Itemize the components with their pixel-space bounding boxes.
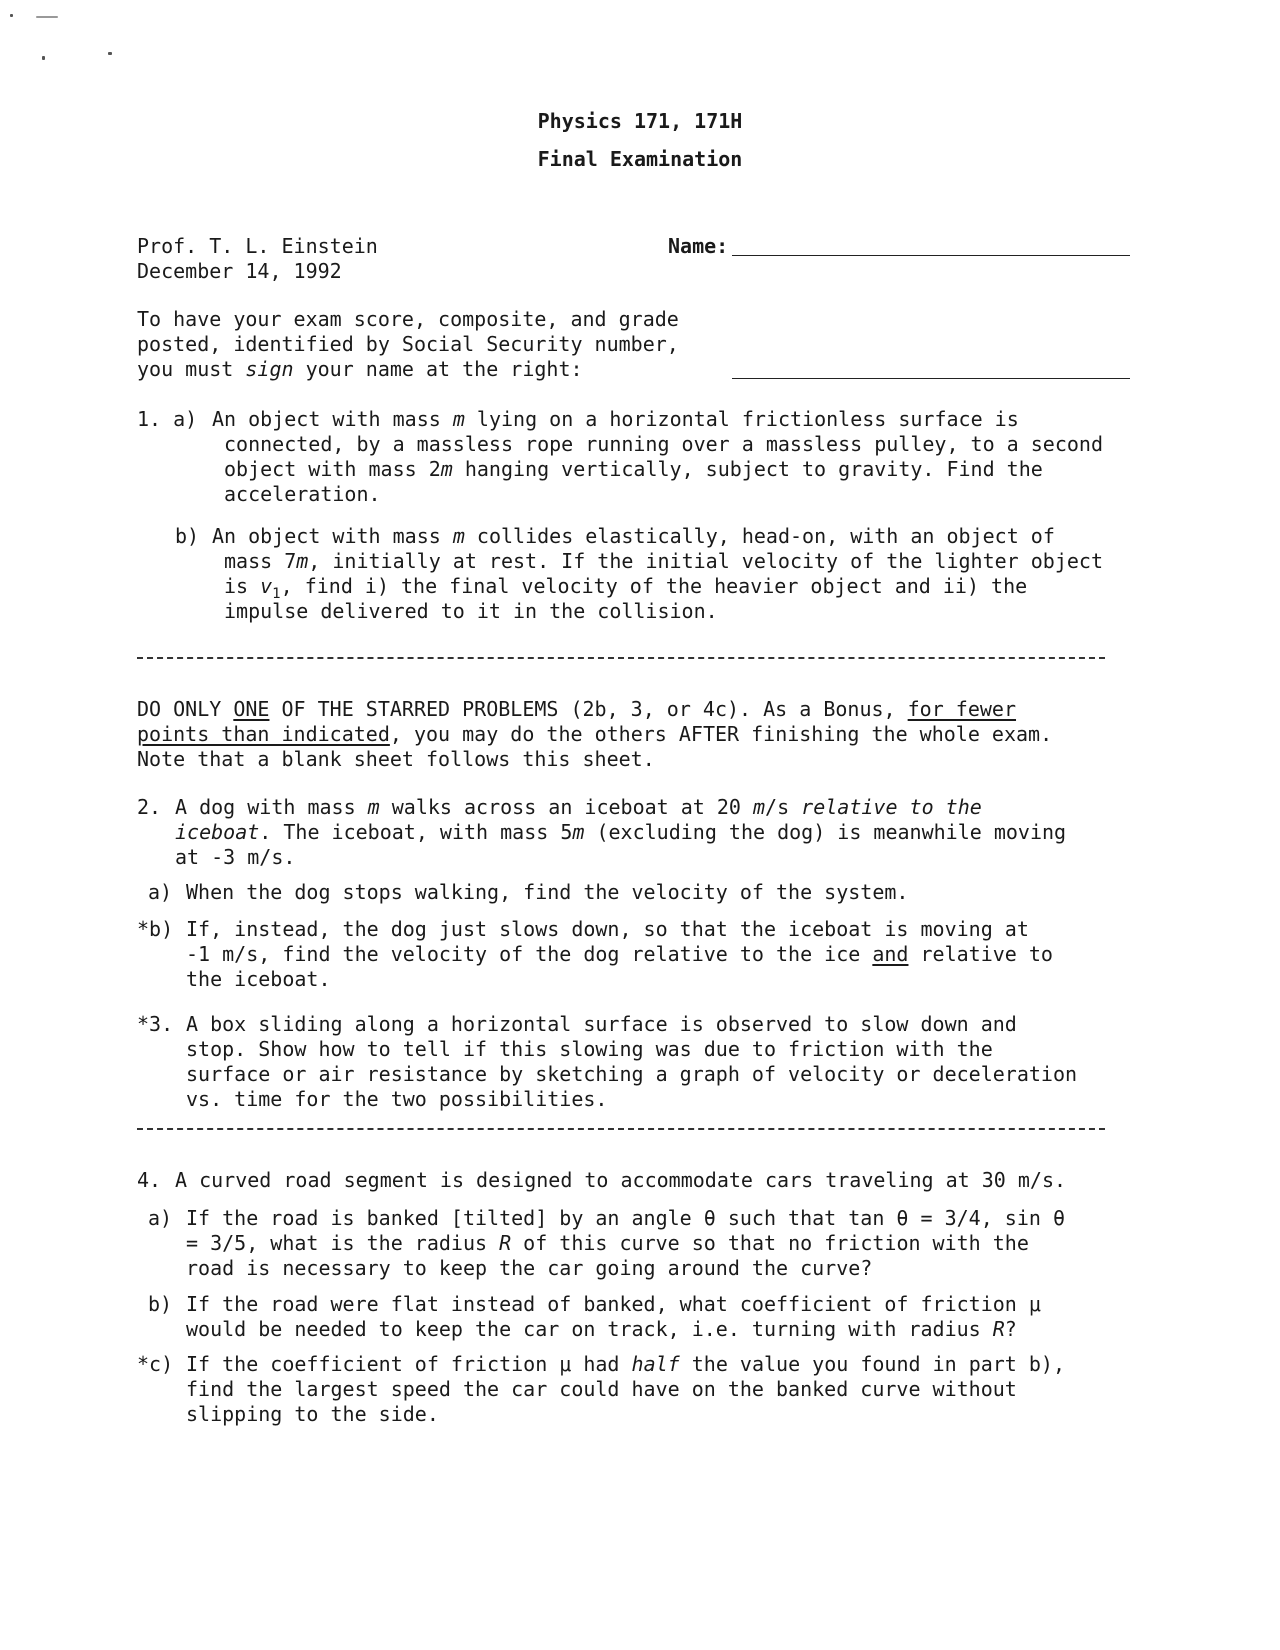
scan-speck <box>10 14 13 17</box>
starred-instructions: DO ONLY ONE OF THE STARRED PROBLEMS (2b, 3, or 4c). As a Bonus, for fewer points than indicated, you may do the others AFTER finishing the whole exam. Note that a blank sheet follows this sheet. <box>137 697 1053 771</box>
problem-2: 2. A dog with mass m walks across an iceboat at 20 m/s relative to the iceboat. The iceboat, with mass 5m (excluding the dog) is meanwhile moving at -3 m/s. <box>137 795 1067 869</box>
scan-speck <box>108 52 112 55</box>
problem-4a: a) If the road is banked [tilted] by an angle θ such that tan θ = 3/4, sin θ = 3/5, what is the radius R of this curve so that no friction with the road is necessary to keep the car going around the curve? <box>148 1206 1065 1280</box>
exam-title: Final Examination <box>537 147 743 171</box>
exam-date: December 14, 1992 <box>137 259 342 283</box>
posting-note: To have your exam score, composite, and grade posted, identified by Social Security number, you must sign your name at the right: <box>137 307 679 381</box>
name-signature-line[interactable] <box>732 255 1130 256</box>
problem-4: 4. A curved road segment is designed to accommodate cars traveling at 30 m/s. <box>137 1168 1067 1192</box>
course-title: Physics 171, 171H <box>537 109 743 133</box>
section-divider <box>137 657 1105 659</box>
problem-1a: 1. a) An object with mass m lying on a horizontal frictionless surface is connected, by a massless rope running over a massless pulley, to a second object with mass 2m hanging vertically, subject to gravity. Find the acceleration. <box>137 407 1103 506</box>
problem-2a: a) When the dog stops walking, find the velocity of the system. <box>148 880 909 904</box>
scan-speck <box>36 16 58 18</box>
problem-2b: *b) If, instead, the dog just slows down, so that the iceboat is moving at -1 m/s, find the velocity of the dog relative to the ice and relative to the iceboat. <box>137 917 1053 991</box>
name-label: Name: <box>668 234 729 258</box>
problem-4b: b) If the road were flat instead of banked, what coefficient of friction μ would be needed to keep the car on track, i.e. turning with radius R? <box>148 1292 1041 1341</box>
scan-speck <box>42 56 45 60</box>
problem-1b: b) An object with mass m collides elastically, head-on, with an object of mass 7m, initially at rest. If the initial velocity of the lighter object is $v_1$, find i) the final velocity of the heavier object and ii) the impulse delivered to it in the collision. <box>175 524 1104 623</box>
section-divider <box>137 1128 1105 1130</box>
professor-name: Prof. T. L. Einstein <box>137 234 378 258</box>
problem-4c: *c) If the coefficient of friction μ had half the value you found in part b), find the largest speed the car could have on the banked curve without slipping to the side. <box>137 1352 1066 1426</box>
problem-3: *3. A box sliding along a horizontal surface is observed to slow down and stop. Show how to tell if this slowing was due to friction with the surface or air resistance by sketching a graph of velocity or deceleration vs. time for the two possibilities. <box>137 1012 1078 1111</box>
ssn-signature-line[interactable] <box>732 378 1130 379</box>
